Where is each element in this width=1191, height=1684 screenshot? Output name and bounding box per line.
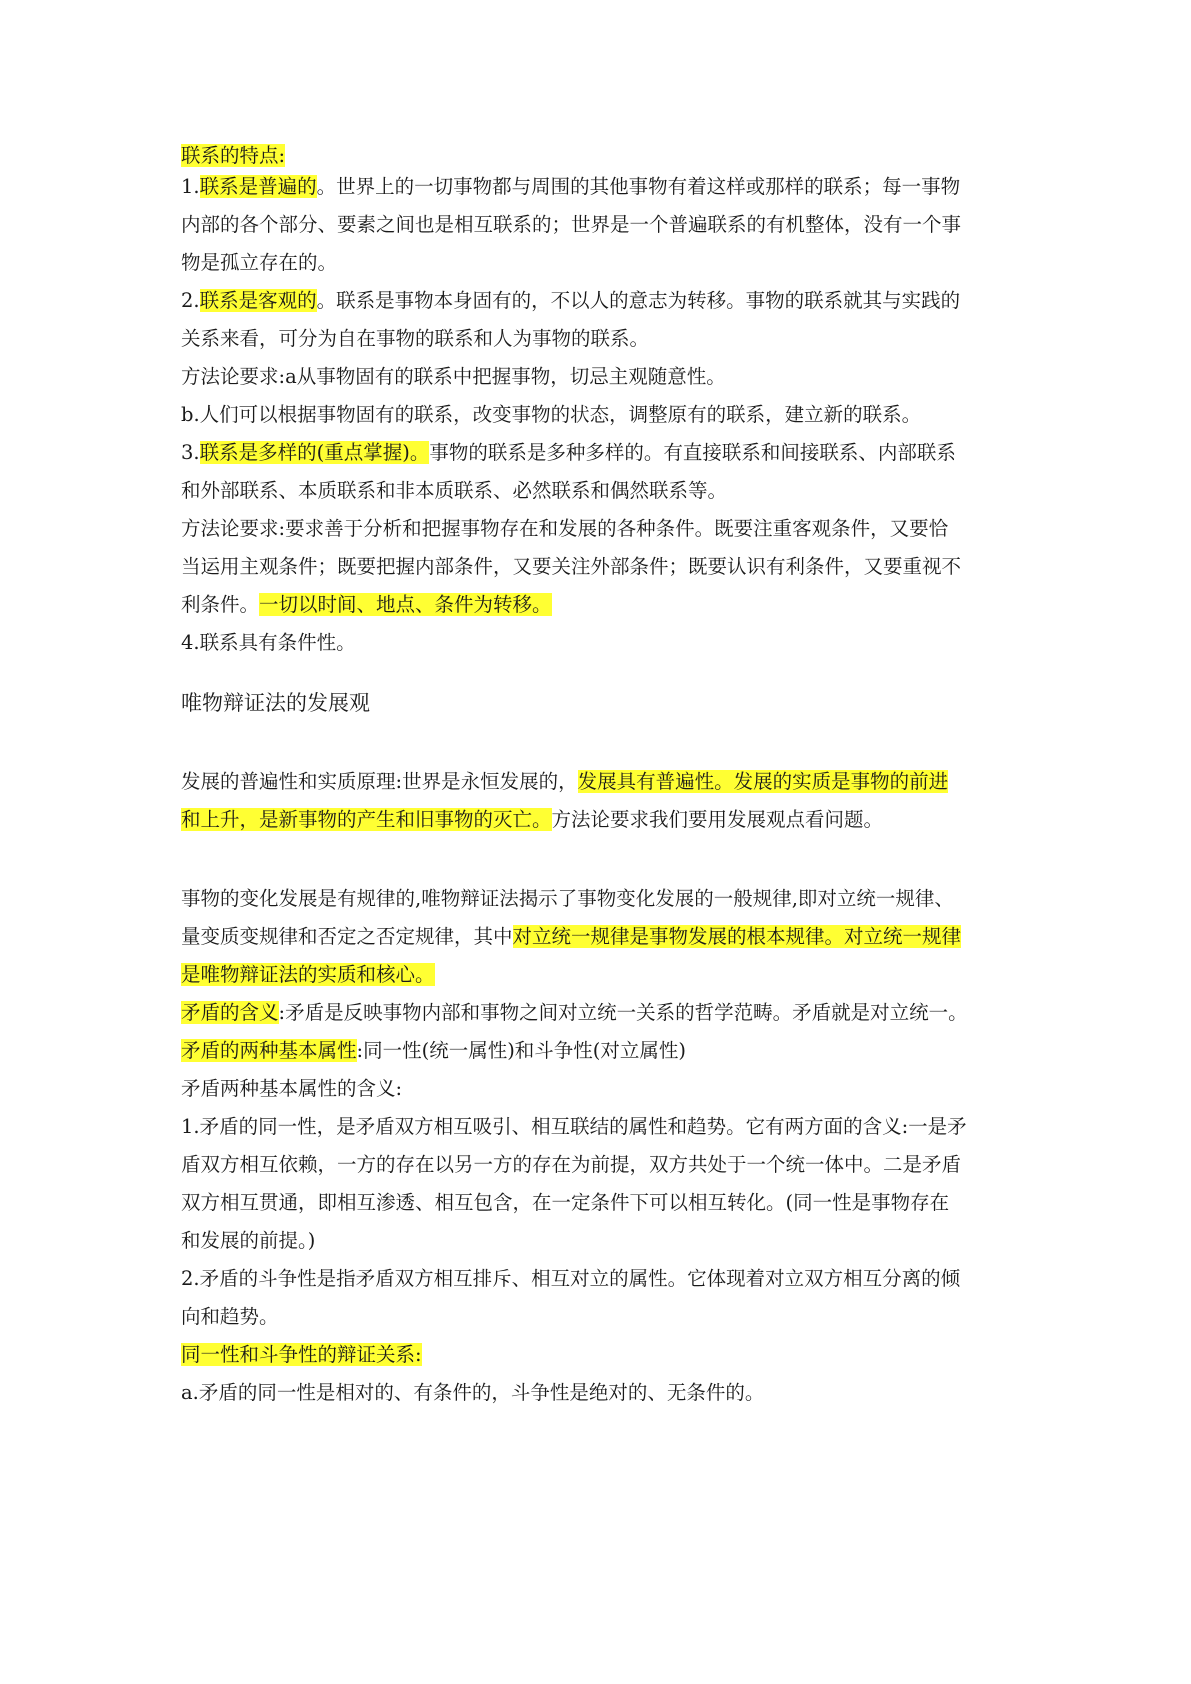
paragraph-line: 4.联系具有条件性。 xyxy=(181,631,356,654)
highlighted-text: 发展具有普遍性。发展的实质是事物的前进 xyxy=(577,770,949,793)
paragraph-line: 矛盾的两种基本属性:同一性(统一属性)和斗争性(对立属性) xyxy=(181,1039,687,1062)
paragraph-line: 事物的变化发展是有规律的,唯物辩证法揭示了事物变化发展的一般规律,即对立统一规律、 xyxy=(181,887,954,910)
paragraph-line: 和上升，是新事物的产生和旧事物的灭亡。方法论要求我们要用发展观点看问题。 xyxy=(181,808,884,831)
highlighted-text: 一切以时间、地点、条件为转移。 xyxy=(259,593,552,616)
highlighted-text: 联系是普遍的 xyxy=(199,175,317,198)
highlighted-text: 矛盾的两种基本属性 xyxy=(181,1039,357,1062)
paragraph-line: 物是孤立存在的。 xyxy=(181,251,338,274)
paragraph-line: 量变质变规律和否定之否定规律，其中对立统一规律是事物发展的根本规律。对立统一规律 xyxy=(181,925,962,948)
paragraph-line: b.人们可以根据事物固有的联系，改变事物的状态，调整原有的联系，建立新的联系。 xyxy=(181,403,922,426)
highlighted-text: 和上升，是新事物的产生和旧事物的灭亡。 xyxy=(181,808,552,831)
paragraph-line: 向和趋势。 xyxy=(181,1305,279,1328)
paragraph-line: 和外部联系、本质联系和非本质联系、必然联系和偶然联系等。 xyxy=(181,479,728,502)
paragraph-line: 盾双方相互依赖，一方的存在以另一方的存在为前提，双方共处于一个统一体中。二是矛盾 xyxy=(181,1153,962,1176)
paragraph-line: 当运用主观条件；既要把握内部条件，又要关注外部条件；既要认识有利条件，又要重视不 xyxy=(181,555,962,578)
paragraph-line: 内部的各个部分、要素之间也是相互联系的；世界是一个普遍联系的有机整体，没有一个事 xyxy=(181,213,962,236)
paragraph-line: 双方相互贯通，即相互渗透、相互包含，在一定条件下可以相互转化。(同一性是事物存在 xyxy=(181,1191,950,1214)
section-title-connection-features: 联系的特点: xyxy=(181,144,286,167)
paragraph-line: 方法论要求:要求善于分析和把握事物存在和发展的各种条件。既要注重客观条件，又要恰 xyxy=(181,517,949,540)
paragraph-line: 1.联系是普遍的。世界上的一切事物都与周围的其他事物有着这样或那样的联系；每一事物 xyxy=(181,175,961,198)
section-heading-development-view: 唯物辩证法的发展观 xyxy=(181,691,370,715)
paragraph-line: 和发展的前提。) xyxy=(181,1229,316,1252)
paragraph-line: 矛盾的含义:矛盾是反映事物内部和事物之间对立统一关系的哲学范畴。矛盾就是对立统一。 xyxy=(181,1001,968,1024)
paragraph-line: 方法论要求:a从事物固有的联系中把握事物，切忌主观随意性。 xyxy=(181,365,726,388)
paragraph-line xyxy=(181,960,435,990)
highlighted-text: 对立统一规律是事物发展的根本规律。对立统一规律 xyxy=(512,925,962,948)
paragraph-line: 3.联系是多样的(重点掌握)。事物的联系是多种多样的。有直接联系和间接联系、内部联系 xyxy=(181,441,956,464)
paragraph-line: 关系来看，可分为自在事物的联系和人为事物的联系。 xyxy=(181,327,650,350)
paragraph-line: 利条件。一切以时间、地点、条件为转移。 xyxy=(181,593,552,616)
highlighted-text: 联系是客观的 xyxy=(199,289,317,312)
highlighted-text: 是唯物辩证法的实质和核心。 xyxy=(181,963,435,986)
paragraph-line: 矛盾两种基本属性的含义: xyxy=(181,1077,403,1100)
section-title-dialectical-relation: 同一性和斗争性的辩证关系: xyxy=(181,1343,422,1366)
highlighted-text: 矛盾的含义 xyxy=(181,1001,279,1024)
paragraph-line: a.矛盾的同一性是相对的、有条件的，斗争性是绝对的、无条件的。 xyxy=(181,1381,765,1404)
highlighted-text: 联系是多样的(重点掌握)。 xyxy=(199,441,430,464)
paragraph-line: 发展的普遍性和实质原理:世界是永恒发展的，发展具有普遍性。发展的实质是事物的前进 xyxy=(181,770,949,793)
paragraph-line: 2.联系是客观的。联系是事物本身固有的，不以人的意志为转移。事物的联系就其与实践的 xyxy=(181,289,961,312)
paragraph-line: 1.矛盾的同一性，是矛盾双方相互吸引、相互联结的属性和趋势。它有两方面的含义:一是矛 xyxy=(181,1115,967,1138)
paragraph-line: 2.矛盾的斗争性是指矛盾双方相互排斥、相互对立的属性。它体现着对立双方相互分离的倾 xyxy=(181,1267,961,1290)
